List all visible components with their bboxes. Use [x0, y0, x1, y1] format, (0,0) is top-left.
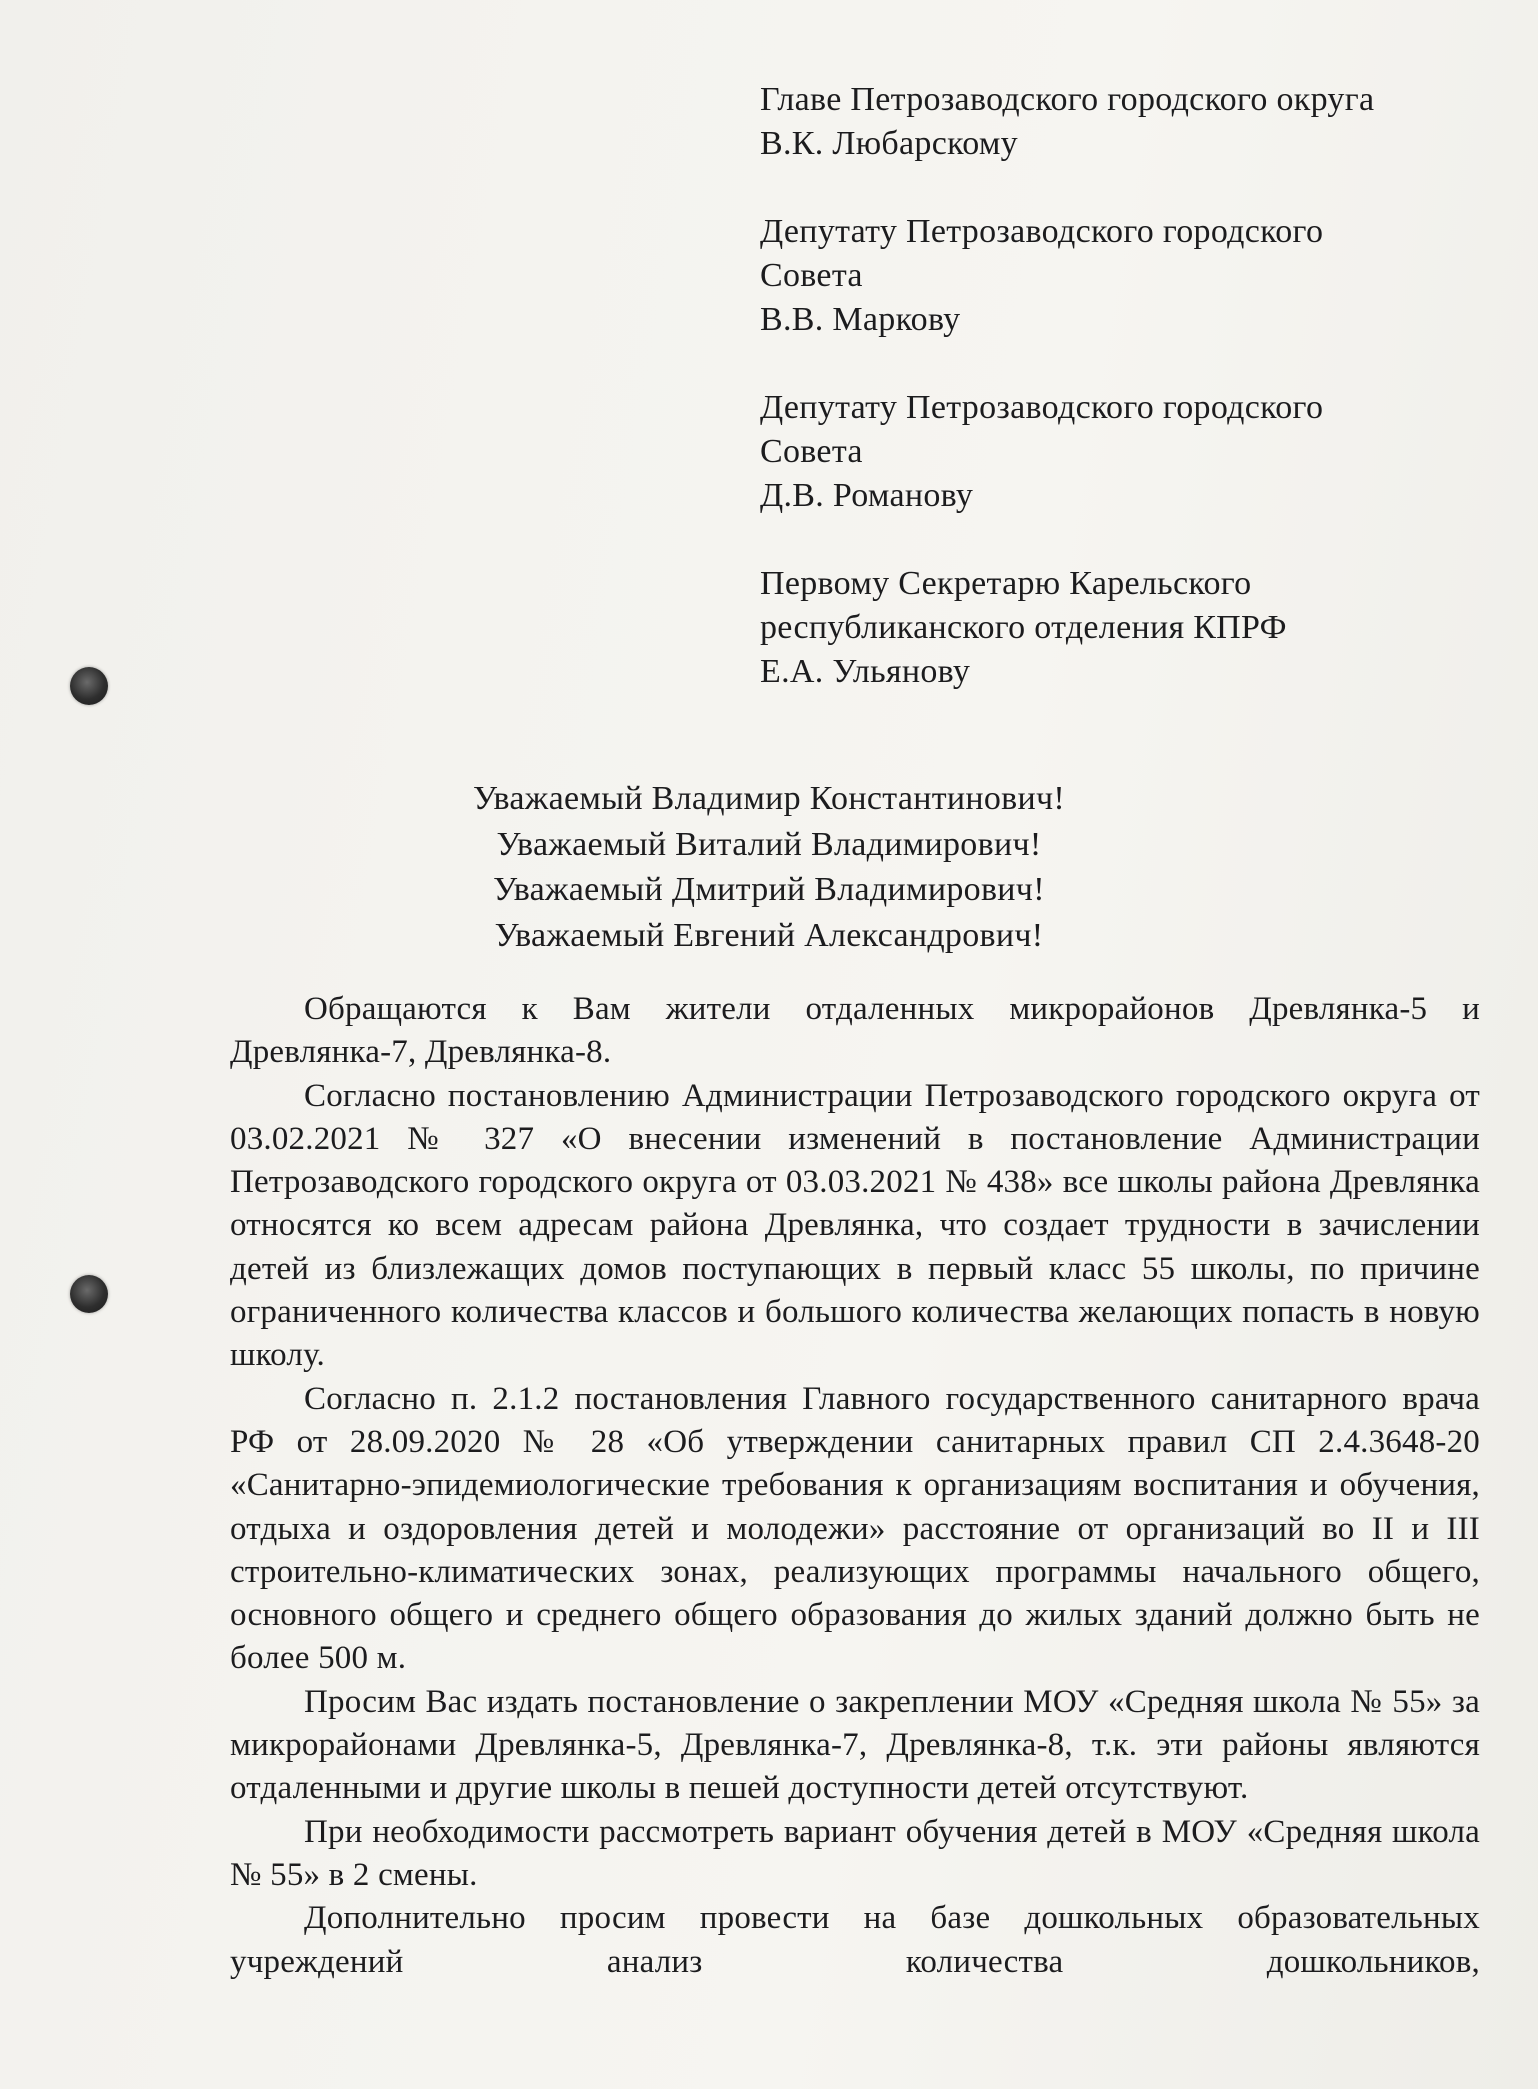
- addressee-line: Главе Петрозаводского городского округа: [760, 81, 1375, 118]
- addressee-line: Совета: [760, 433, 863, 470]
- addressee-line: Депутату Петрозаводского городского: [760, 389, 1324, 426]
- addressee-head-of-city: [760, 78, 1480, 166]
- addressee-line: Совета: [760, 257, 863, 294]
- body-paragraph: Обращаются к Вам жители отдаленных микрорайонов Древлянка-5 и Древлянка-7, Древлянка-8.: [230, 991, 1480, 1071]
- body-paragraph: Согласно постановлению Администрации Петрозаводского городского округа от 03.02.2021 № 327 «О внесении изменений в постановление Администрации Петрозаводского городского округа от 03.03.2021 № 438» все школы района Древлянка относятся ко всем адресам района Древлянка, что создает трудности в зачислении детей из близлежащих домов поступающих в первый класс 55 школы, по причине ограниченного количества классов и большого количества желающих попасть в новую школу.: [230, 1077, 1480, 1374]
- addressee-line: Е.А. Ульянову: [760, 653, 971, 690]
- salutation-line: Уважаемый Евгений Александрович!: [494, 916, 1044, 954]
- letter-body: [230, 988, 1480, 1984]
- salutation-line: Уважаемый Виталий Владимирович!: [496, 825, 1042, 863]
- addressee-line: Депутату Петрозаводского городского: [760, 213, 1324, 250]
- punch-hole-bottom: [70, 1275, 108, 1313]
- body-paragraph: Просим Вас издать постановление о закреплении МОУ «Средняя школа № 55» за микрорайонами Древлянка-5, Древлянка-7, Древлянка-8, т.к. эти районы являются отдаленными и другие школы в пешей доступности детей отсутствуют.: [230, 1683, 1480, 1807]
- addressee-line: Д.В. Романову: [760, 477, 974, 514]
- punch-hole-top: [70, 667, 108, 705]
- salutation-line: Уважаемый Дмитрий Владимирович!: [493, 871, 1045, 908]
- addressee-line: Первому Секретарю Карельского: [760, 565, 1252, 602]
- salutation-section: [0, 776, 1538, 958]
- body-paragraph: Дополнительно просим провести на базе дошкольных образовательных учреждений анализ количества дошкольников,: [230, 1900, 1480, 1980]
- addressee-deputy-romanov: [760, 386, 1480, 518]
- addressee-line: В.В. Маркову: [760, 301, 961, 338]
- addressee-secretary-ulyanov: [760, 562, 1480, 694]
- addressee-section: [760, 78, 1480, 738]
- addressee-deputy-markov: [760, 210, 1480, 342]
- addressee-line: В.К. Любарскому: [760, 125, 1018, 162]
- body-paragraph: Согласно п. 2.1.2 постановления Главного государственного санитарного врача РФ от 28.09.2020 № 28 «Об утверждении санитарных правил СП 2.4.3648-20 «Санитарно-эпидемиологические требования к организациям воспитания и обучения, отдыха и оздоровления детей и молодежи» расстояние от организаций во II и III строительно-климатических зонах, реализующих программы начального общего, основного общего и среднего общего образования до жилых зданий должно быть не более 500 м.: [230, 1380, 1480, 1677]
- addressee-line: республиканского отделения КПРФ: [760, 609, 1287, 646]
- body-paragraph: При необходимости рассмотреть вариант обучения детей в МОУ «Средняя школа № 55» в 2 смены.: [230, 1813, 1480, 1893]
- salutation-line: Уважаемый Владимир Константинович!: [472, 780, 1066, 817]
